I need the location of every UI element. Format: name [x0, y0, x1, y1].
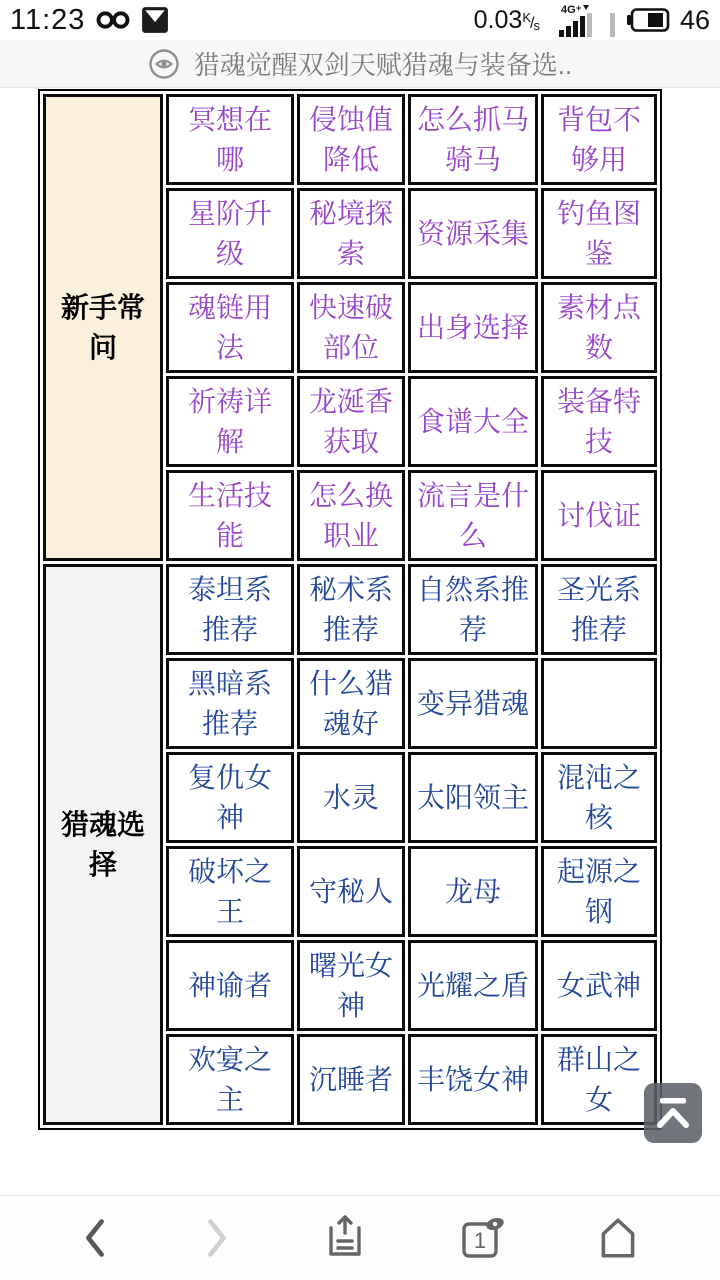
- guide-link[interactable]: 魂链用法: [187, 291, 272, 363]
- table-row: [43, 94, 657, 185]
- guide-link[interactable]: 龙涎香获取: [308, 385, 393, 457]
- table-cell: [166, 188, 294, 279]
- guide-link[interactable]: 怎么换职业: [308, 479, 393, 551]
- table-row: [43, 564, 657, 655]
- eye-protection-icon: [148, 48, 180, 80]
- table-cell: [166, 940, 294, 1031]
- section-header-2: 猎魂选择: [43, 564, 163, 1125]
- guide-link[interactable]: 食谱大全: [417, 405, 530, 437]
- table-cell: [408, 940, 538, 1031]
- table-cell: [541, 94, 657, 185]
- guide-link[interactable]: 光耀之盾: [417, 969, 530, 1001]
- table-cell: [541, 564, 657, 655]
- screenshot-icon: [141, 6, 169, 34]
- status-bar: [0, 0, 720, 40]
- clock: 11:23: [10, 3, 86, 36]
- table-cell: [166, 752, 294, 843]
- table-cell: [541, 376, 657, 467]
- table-cell: [408, 564, 538, 655]
- table-cell: [408, 188, 538, 279]
- guide-link[interactable]: 神谕者: [187, 969, 272, 1001]
- guide-link[interactable]: 背包不够用: [556, 103, 641, 175]
- guide-link[interactable]: 出身选择: [417, 311, 530, 343]
- guide-link[interactable]: 女武神: [556, 969, 641, 1001]
- guide-link[interactable]: 泰坦系推荐: [187, 573, 272, 645]
- table-cell: [541, 752, 657, 843]
- guide-link[interactable]: 星阶升级: [187, 197, 272, 269]
- table-cell: [408, 282, 538, 373]
- guide-link[interactable]: 流言是什么: [417, 479, 530, 551]
- guide-link[interactable]: 沉睡者: [308, 1063, 393, 1095]
- table-cell: [166, 470, 294, 561]
- table-cell: [541, 658, 657, 749]
- table-cell: [408, 470, 538, 561]
- guide-link[interactable]: 什么猎魂好: [308, 667, 393, 739]
- table-cell: [541, 470, 657, 561]
- table-cell: [408, 376, 538, 467]
- table-cell: [297, 846, 405, 937]
- sim2-bar-icon: [609, 2, 616, 38]
- guide-link[interactable]: 秘术系推荐: [308, 573, 393, 645]
- back-to-top-button[interactable]: [644, 1083, 702, 1143]
- nav-forward-button[interactable]: [200, 1216, 234, 1260]
- guide-link[interactable]: 复仇女神: [187, 761, 272, 833]
- guide-link[interactable]: 讨伐证: [556, 499, 641, 531]
- table-cell: [297, 94, 405, 185]
- guide-link[interactable]: 水灵: [322, 781, 379, 813]
- table-cell: [297, 940, 405, 1031]
- guide-link[interactable]: 钓鱼图鉴: [556, 197, 641, 269]
- guide-link[interactable]: 快速破部位: [308, 291, 393, 363]
- network-speed: $0.03^K/_s$: [473, 5, 539, 34]
- guide-link[interactable]: 侵蚀值降低: [308, 103, 393, 175]
- page-content: [0, 88, 720, 1194]
- table-cell: [541, 940, 657, 1031]
- guide-link[interactable]: 群山之女: [556, 1043, 641, 1115]
- back-to-top-icon: [651, 1092, 695, 1134]
- guide-link[interactable]: 自然系推荐: [417, 573, 530, 645]
- table-cell: [297, 752, 405, 843]
- table-cell: [297, 376, 405, 467]
- guide-link[interactable]: 装备特技: [556, 385, 641, 457]
- table-cell: [408, 658, 538, 749]
- table-cell: [408, 94, 538, 185]
- nav-share-button[interactable]: [322, 1213, 368, 1263]
- table-cell: [408, 1034, 538, 1125]
- table-cell: [297, 1034, 405, 1125]
- table-cell: [166, 94, 294, 185]
- table-cell: [408, 752, 538, 843]
- guide-link[interactable]: 秘境探索: [308, 197, 393, 269]
- battery-icon: [626, 7, 670, 33]
- page-title: 猎魂觉醒双剑天赋猎魂与装备选..: [193, 50, 573, 80]
- svg-text:+: +: [575, 3, 582, 13]
- svg-text:4G: 4G: [560, 4, 576, 16]
- table-cell: [541, 846, 657, 937]
- table-cell: [541, 1034, 657, 1125]
- guide-link[interactable]: 生活技能: [187, 479, 272, 551]
- signal-icon: [549, 2, 599, 38]
- guide-link[interactable]: 圣光系推荐: [556, 573, 641, 645]
- guide-link[interactable]: 冥想在哪: [187, 103, 272, 175]
- table-cell: [166, 1034, 294, 1125]
- guide-link[interactable]: 丰饶女神: [417, 1063, 530, 1095]
- nav-tabs-button[interactable]: [456, 1213, 506, 1263]
- guide-link[interactable]: 怎么抓马骑马: [417, 103, 530, 175]
- table-cell: [541, 188, 657, 279]
- tab-count: 1: [473, 1228, 487, 1253]
- guide-link[interactable]: 变异猎魂: [417, 687, 530, 719]
- browser-nav-bar: [0, 1195, 720, 1280]
- table-cell: [297, 282, 405, 373]
- table-cell: [297, 658, 405, 749]
- guide-link[interactable]: 素材点数: [556, 291, 641, 363]
- table-cell: [297, 188, 405, 279]
- guide-link[interactable]: 混沌之核: [556, 761, 641, 833]
- guide-link[interactable]: 破坏之王: [187, 855, 272, 927]
- table-cell: [166, 376, 294, 467]
- infinity-icon: [95, 9, 131, 31]
- table-cell: [166, 846, 294, 937]
- page-title-bar[interactable]: [0, 40, 720, 88]
- guide-link[interactable]: 守秘人: [308, 875, 393, 907]
- table-cell: [297, 470, 405, 561]
- guide-link[interactable]: 龙母: [444, 875, 501, 907]
- guide-link[interactable]: 曙光女神: [308, 949, 393, 1021]
- guide-table: [38, 89, 662, 1130]
- section-header-1: 新手常问: [43, 94, 163, 561]
- table-cell: [166, 564, 294, 655]
- battery-percent: 46: [679, 4, 710, 35]
- table-cell: [166, 282, 294, 373]
- table-cell: [297, 564, 405, 655]
- guide-link[interactable]: 资源采集: [417, 217, 530, 249]
- guide-link[interactable]: 祈祷详解: [187, 385, 272, 457]
- guide-link[interactable]: 黑暗系推荐: [187, 667, 272, 739]
- guide-link[interactable]: 太阳领主: [417, 781, 530, 813]
- guide-link[interactable]: 起源之钢: [556, 855, 641, 927]
- table-cell: [541, 282, 657, 373]
- table-cell: [166, 658, 294, 749]
- table-cell: [408, 846, 538, 937]
- guide-link[interactable]: 欢宴之主: [187, 1043, 272, 1115]
- nav-home-button[interactable]: [594, 1214, 642, 1262]
- nav-back-button[interactable]: [78, 1216, 112, 1260]
